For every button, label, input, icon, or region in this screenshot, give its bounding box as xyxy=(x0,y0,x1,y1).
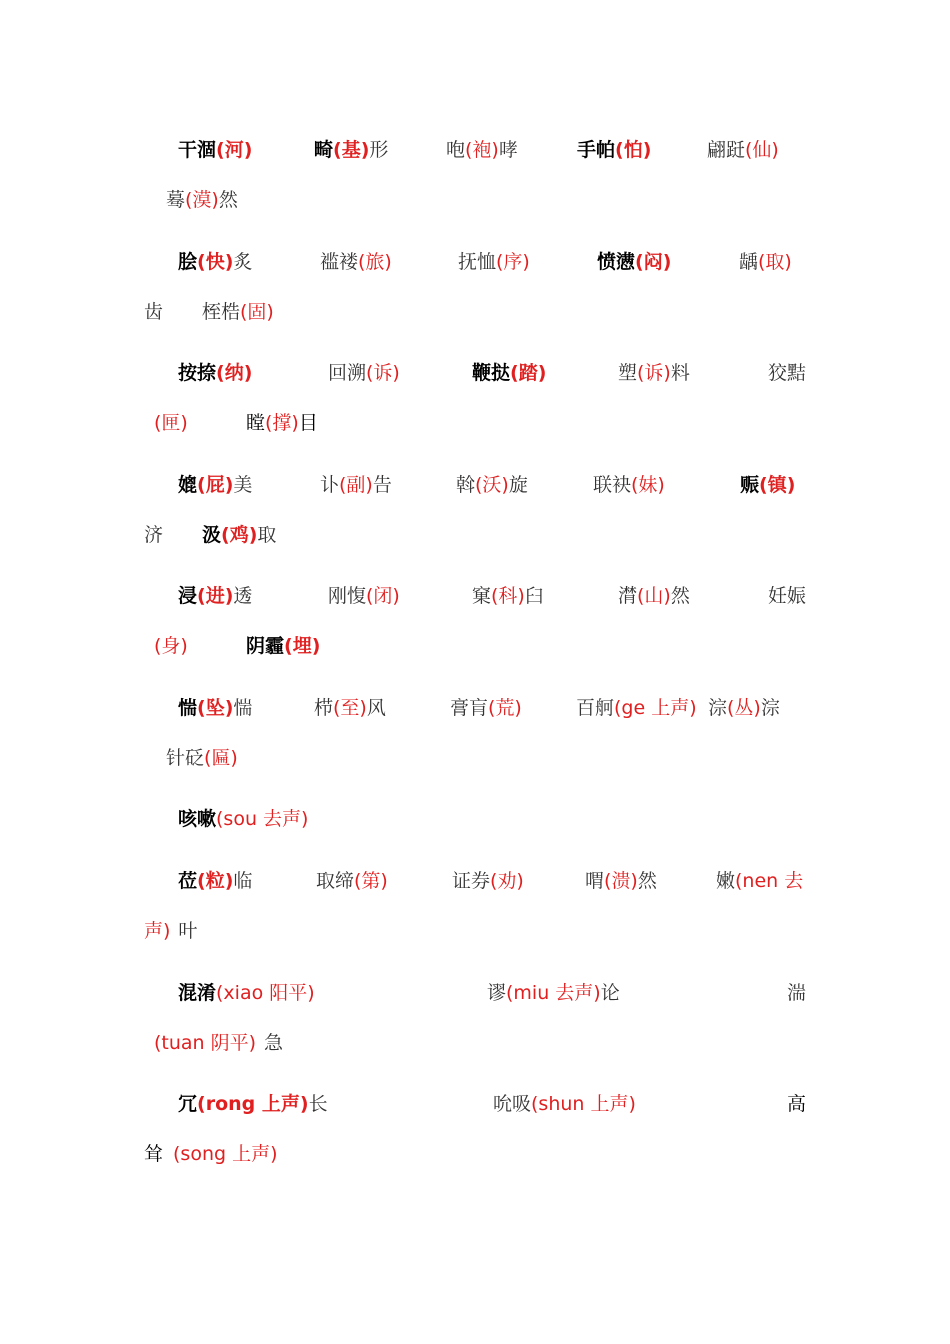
entry: 桎梏(固) xyxy=(202,301,274,323)
row-2-line-2 xyxy=(0,297,950,327)
row-2-line-1 xyxy=(0,247,950,277)
entry: 瞠(撑)目 xyxy=(246,412,318,434)
entry: 咳嗽(sou 去声) xyxy=(178,808,309,830)
entry: 讣(副)告 xyxy=(320,474,392,496)
entry: 栉(至)风 xyxy=(314,697,386,719)
entry: 联袂(妹) xyxy=(593,474,665,496)
row-4-line-1 xyxy=(0,470,950,500)
entry: 阴霾(埋) xyxy=(246,635,321,657)
entry: 按捺(纳) xyxy=(178,362,253,384)
entry: 百舸(ge 上声) xyxy=(576,697,697,719)
row-3-line-2 xyxy=(0,408,950,438)
entry: 回溯(诉) xyxy=(328,362,400,384)
entry: 嫩(nen 去 xyxy=(716,870,804,892)
entry: 潸(山)然 xyxy=(618,585,690,607)
entry: 取缔(第) xyxy=(316,870,388,892)
entry: (匣) xyxy=(154,412,188,434)
entry: 媲(屁)美 xyxy=(178,474,253,496)
entry: 龋(取) xyxy=(739,251,792,273)
row-5-line-1 xyxy=(0,581,950,611)
entry: 耸 (song 上声) xyxy=(144,1143,278,1165)
entry: 高 xyxy=(787,1093,807,1115)
entry: 膏肓(荒) xyxy=(450,697,522,719)
entry: 手帕(怕) xyxy=(577,139,652,161)
entry: 咆(袍)哮 xyxy=(446,139,518,161)
entry: 惴(坠)惴 xyxy=(178,697,253,719)
entry: (身) xyxy=(154,635,188,657)
entry: 狡黠 xyxy=(768,362,807,384)
entry: 淙(丛)淙 xyxy=(708,697,780,719)
entry: 窠(科)臼 xyxy=(472,585,544,607)
entry: 褴褛(旅) xyxy=(320,251,392,273)
entry: 针砭(匾) xyxy=(166,747,238,769)
entry: (tuan 阴平) 急 xyxy=(154,1032,284,1054)
row-8-line-1 xyxy=(0,866,950,896)
row-6-line-1 xyxy=(0,693,950,723)
entry: 干涸(河) xyxy=(178,139,253,161)
entry: 蓦(漠)然 xyxy=(166,189,238,211)
row-10-line-1 xyxy=(0,1089,950,1119)
entry: 喟(溃)然 xyxy=(585,870,657,892)
entry: 脍(快)炙 xyxy=(178,251,253,273)
row-3-line-1 xyxy=(0,358,950,388)
entry: 鞭挞(踏) xyxy=(472,362,547,384)
entry: 赈(镇) xyxy=(740,474,796,496)
entry: 谬(miu 去声)论 xyxy=(487,982,620,1004)
row-1-line-1 xyxy=(0,135,950,165)
row-1-line-2 xyxy=(0,185,950,215)
entry: 刚愎(闭) xyxy=(328,585,400,607)
entry: 济 xyxy=(144,524,164,546)
row-5-line-2 xyxy=(0,631,950,661)
entry: 冗(rong 上声)长 xyxy=(178,1093,328,1115)
entry: 莅(粒)临 xyxy=(178,870,253,892)
entry: 妊娠 xyxy=(768,585,807,607)
row-9-line-1 xyxy=(0,978,950,1008)
entry: 吮吸(shun 上声) xyxy=(493,1093,636,1115)
entry: 畸(基)形 xyxy=(314,139,389,161)
row-9-line-2 xyxy=(0,1028,950,1058)
row-10-line-2 xyxy=(0,1139,950,1169)
entry: 湍 xyxy=(787,982,807,1004)
row-7-line-1 xyxy=(0,804,950,834)
entry: 混淆(xiao 阳平) xyxy=(178,982,315,1004)
row-8-line-2 xyxy=(0,916,950,946)
entry: 愤懑(闷) xyxy=(597,251,672,273)
row-4-line-2 xyxy=(0,520,950,550)
entry: 汲(鸡)取 xyxy=(202,524,277,546)
row-6-line-2 xyxy=(0,743,950,773)
entry: 声) 叶 xyxy=(144,920,198,942)
entry: 塑(诉)料 xyxy=(618,362,690,384)
entry: 翩跹(仙) xyxy=(707,139,779,161)
entry: 斡(沃)旋 xyxy=(456,474,528,496)
entry: 浸(进)透 xyxy=(178,585,253,607)
entry: 抚恤(序) xyxy=(458,251,530,273)
entry: 证券(劝) xyxy=(452,870,524,892)
entry: 齿 xyxy=(144,301,164,323)
